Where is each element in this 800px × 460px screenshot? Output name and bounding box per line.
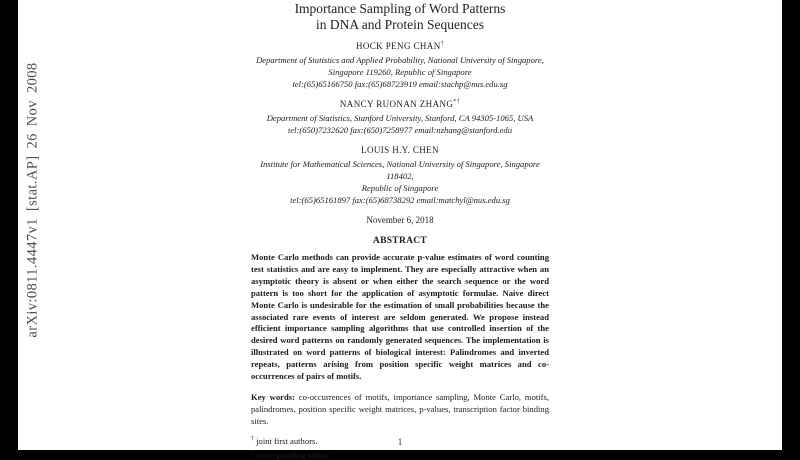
arxiv-sidebar-stamp: arXiv:0811.4447v1 [stat.AP] 26 Nov 2008 xyxy=(24,62,41,338)
footnote-mark: * xyxy=(251,449,254,456)
keywords-label: Key words: xyxy=(251,391,295,402)
affiliation-line: Department of Statistics and Applied Probability, National University of Singapore, xyxy=(256,55,544,65)
author-footnote-marks: *† xyxy=(453,99,461,105)
author-name xyxy=(247,99,553,109)
footnote xyxy=(251,450,549,460)
author-name-text: NANCY RUONAN ZHANG xyxy=(339,99,454,109)
paper-title-line1: Importance Sampling of Word Patterns xyxy=(294,1,506,16)
author-footnote-marks: † xyxy=(440,41,444,47)
footnote-text: corresponding author. xyxy=(256,449,332,460)
affiliation-line: Institute for Mathematical Sciences, National University of Singapore, Singapore 118402, xyxy=(260,159,540,181)
author-contact: tel:(65)65166750 fax:(65)68723919 email:stachp@nus.edu.sg xyxy=(292,79,508,89)
author-affiliation xyxy=(247,112,553,136)
footnote-mark: † xyxy=(251,435,254,442)
affiliation-line: Republic of Singapore xyxy=(361,183,439,193)
paper-title-line2: in DNA and Protein Sequences xyxy=(316,16,484,32)
affiliation-line: Singapore 119260, Republic of Singapore xyxy=(328,67,472,77)
keywords-paragraph xyxy=(251,392,549,428)
author-name-text: HOCK PENG CHAN xyxy=(355,41,441,51)
author-name xyxy=(247,145,553,155)
paper-date: November 6, 2018 xyxy=(366,215,434,225)
author-name-text: LOUIS H.Y. CHEN xyxy=(361,145,439,155)
author-contact: tel:(650)7232620 fax:(650)7258977 email:nzhang@stanford.edu xyxy=(287,125,513,135)
footnote-text: joint first authors. xyxy=(256,435,318,446)
paper-title xyxy=(247,0,553,32)
paper-content xyxy=(247,0,553,460)
author-name xyxy=(247,41,553,51)
abstract-text: Monte Carlo methods can provide accurate p-value estimates of word counting test statistics and are easy to implement. They are especially attractive when an asymptotic theory is absent or when either the search sequence or the word pattern is too short for the application of asymptotic formulae. Naive direct Monte Carlo is undesirable for the estimation of small probabilities because the associated rare events of interest are seldom generated. We propose instead efficient importance sampling algorithms that use controlled insertion of the desired word patterns on randomly generated sequences. The implementation is illustrated on word patterns of biological interest: Palindromes and inverted repeats, patterns arising from position specific weight matrices and co-occurrences of pairs of motifs. xyxy=(251,252,549,382)
author-contact: tel:(65)65161897 fax:(65)68738292 email:matchyl@nus.edu.sg xyxy=(290,195,510,205)
author-affiliation xyxy=(247,54,553,90)
paper-page xyxy=(18,0,782,460)
abstract-heading: ABSTRACT xyxy=(372,236,428,246)
page-number: 1 xyxy=(397,437,403,447)
affiliation-line: Department of Statistics, Stanford University, Stanford, CA 94305-1065, USA xyxy=(266,113,534,123)
keywords-text: co-occurrences of motifs, importance sampling, Monte Carlo, motifs, palindromes, position specific weight matrices, p-values, transcription factor binding sites. xyxy=(251,391,549,426)
author-affiliation xyxy=(247,158,553,206)
